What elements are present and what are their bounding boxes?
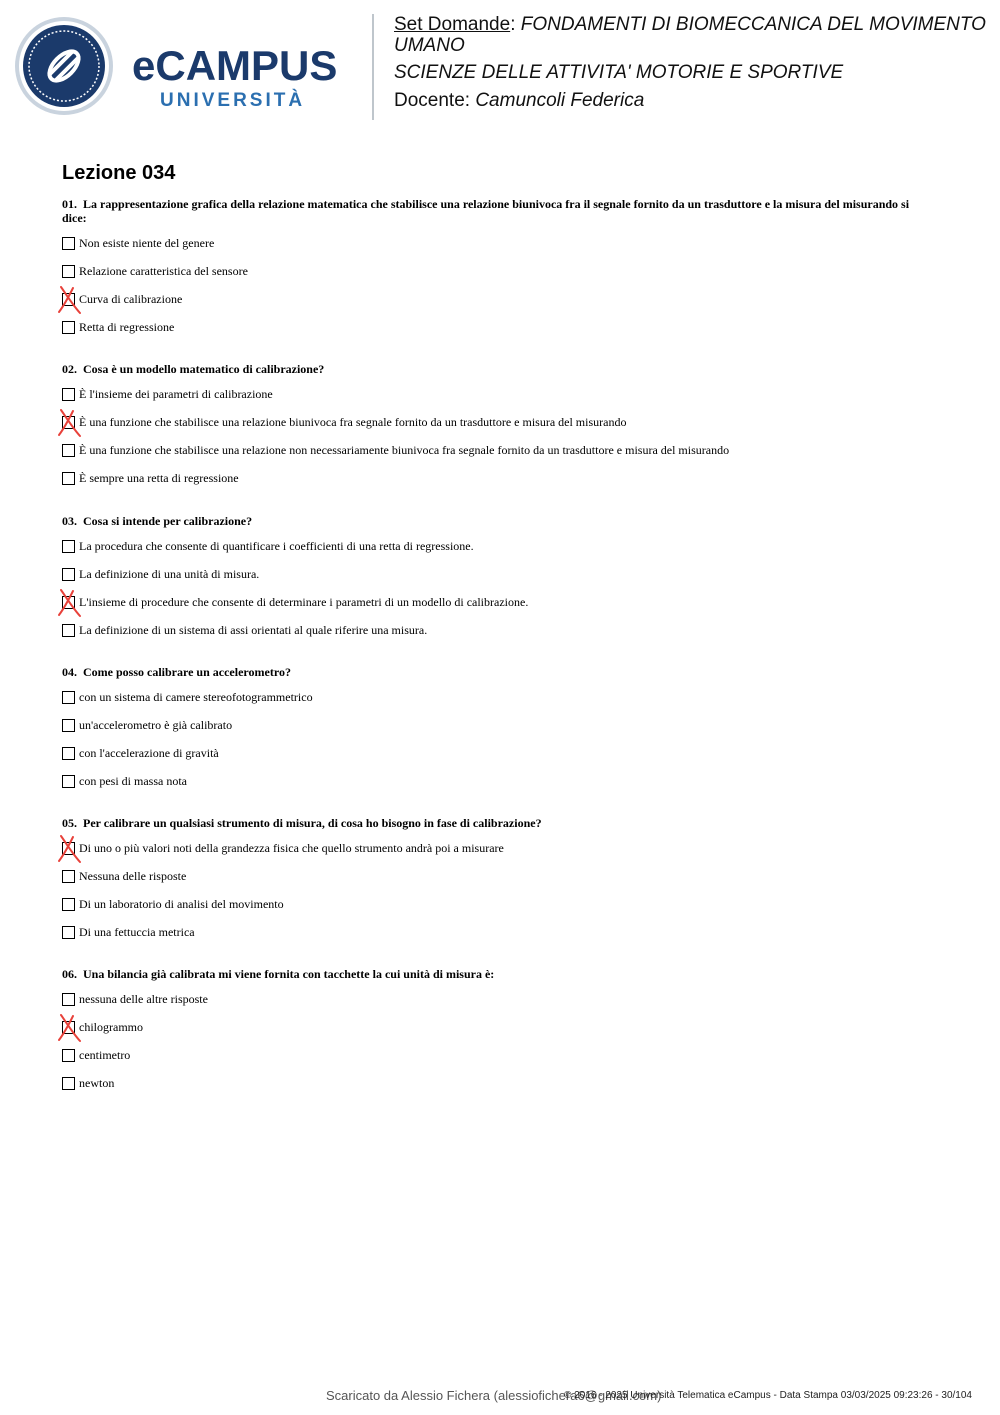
answer-option[interactable] [62,623,912,651]
answer-option[interactable] [62,415,912,443]
question-number: 03. [62,514,77,528]
answer-checkbox[interactable] [62,624,75,637]
answer-label: La definizione di una unità di misura. [79,567,260,581]
answer-option[interactable] [62,992,912,1020]
answer-label: È una funzione che stabilisce una relazione biunivoca fra segnale fornito da un trasduttore e misura del misurando [79,415,627,429]
question-1 [62,197,912,348]
teacher-name: Camuncoli Federica [475,90,645,111]
answer-option[interactable] [62,236,912,264]
question-number: 06. [62,967,77,981]
question-text [62,816,912,830]
answer-label: newton [79,1076,115,1090]
answer-option[interactable] [62,925,912,953]
answer-checkbox[interactable] [62,870,75,883]
answer-label: La procedura che consente di quantificare i coefficienti di una retta di regressione. [79,539,474,553]
answer-option[interactable] [62,471,912,499]
answer-label: È sempre una retta di regressione [79,471,239,485]
answer-checkbox[interactable] [62,265,75,278]
answer-option[interactable] [62,841,912,869]
answer-checkbox[interactable] [62,596,75,609]
answer-checkbox[interactable] [62,747,75,760]
set-label: Set Domande [394,14,511,35]
answer-checkbox[interactable] [62,898,75,911]
question-number: 02. [62,362,77,376]
answer-option[interactable] [62,443,912,471]
answer-checkbox[interactable] [62,842,75,855]
question-3 [62,514,912,651]
question-body: Per calibrare un qualsiasi strumento di misura, di cosa ho bisogno in fase di calibrazione? [83,816,542,830]
answer-option[interactable] [62,1020,912,1048]
answer-checkbox[interactable] [62,1049,75,1062]
question-body: Una bilancia già calibrata mi viene fornita con tacchette la cui unità di misura è: [83,967,495,981]
copyright-text: © 2016 - 2025 Università Telematica eCampus - Data Stampa 03/03/2025 09:23:26 - 30/104 [564,1390,972,1401]
answer-checkbox[interactable] [62,775,75,788]
question-body: Cosa è un modello matematico di calibrazione? [83,362,325,376]
question-2 [62,362,912,499]
answer-option[interactable] [62,387,912,415]
answer-option[interactable] [62,595,912,623]
downloaded-by-text: Scaricato da Alessio Fichera (alessiofichera6@gmail.com) [326,1388,662,1403]
question-text [62,967,912,981]
question-text [62,197,912,225]
teacher-label: Docente: [394,90,476,111]
answer-label: Di uno o più valori noti della grandezza fisica che quello strumento andrà poi a misurare [79,841,504,855]
answer-label: È una funzione che stabilisce una relazione non necessariamente biunivoca fra segnale fornito da un trasduttore e misura del misurando [79,443,730,457]
answer-label: con l'accelerazione di gravità [79,746,219,760]
answer-checkbox[interactable] [62,1077,75,1090]
answer-option[interactable] [62,897,912,925]
question-text [62,665,912,679]
degree-line [394,62,994,83]
answer-label: Di una fettuccia metrica [79,925,195,939]
answer-option[interactable] [62,567,912,595]
logo-sub: UNIVERSITÀ [160,90,306,111]
answer-label: nessuna delle altre risposte [79,992,208,1006]
answer-label: con pesi di massa nota [79,774,187,788]
course-title: FONDAMENTI DI BIOMECCANICA DEL MOVIMENTO UMANO [394,14,986,56]
answer-label: un'accelerometro è già calibrato [79,718,233,732]
answer-checkbox[interactable] [62,719,75,732]
page-header [0,0,1000,130]
answer-option[interactable] [62,718,912,746]
header-divider [372,14,374,120]
answer-checkbox[interactable] [62,926,75,939]
answer-checkbox[interactable] [62,691,75,704]
answer-label: Nessuna delle risposte [79,869,187,883]
answer-label: Di un laboratorio di analisi del movimento [79,897,284,911]
answer-checkbox[interactable] [62,237,75,250]
answer-checkbox[interactable] [62,540,75,553]
answer-option[interactable] [62,1048,912,1076]
question-text [62,362,912,376]
answer-option[interactable] [62,869,912,897]
ecampus-seal-logo [14,16,114,116]
logo-name: eCAMPUS [132,42,338,89]
answer-checkbox[interactable] [62,293,75,306]
answer-label: È l'insieme dei parametri di calibrazione [79,387,273,401]
page-footer [326,1388,1000,1404]
answer-label: Relazione caratteristica del sensore [79,264,248,278]
teacher-line [394,90,994,111]
answer-option[interactable] [62,320,912,348]
answer-checkbox[interactable] [62,416,75,429]
answer-checkbox[interactable] [62,444,75,457]
question-number: 04. [62,665,77,679]
question-number: 01. [62,197,77,211]
question-body: Come posso calibrare un accelerometro? [83,665,291,679]
answer-checkbox[interactable] [62,993,75,1006]
ecampus-wordmark-logo [132,40,362,112]
answer-label: Curva di calibrazione [79,292,183,306]
answer-option[interactable] [62,774,912,802]
set-separator: : [510,14,521,35]
lesson-title: Lezione 034 [62,162,176,184]
answer-label: chilogrammo [79,1020,143,1034]
answer-option[interactable] [62,539,912,567]
answer-label: Non esiste niente del genere [79,236,215,250]
question-5 [62,816,912,953]
course-line [394,14,994,56]
answer-checkbox[interactable] [62,568,75,581]
answer-checkbox[interactable] [62,472,75,485]
answer-option[interactable] [62,690,912,718]
answer-label: Retta di regressione [79,320,175,334]
answer-label: centimetro [79,1048,131,1062]
answer-option[interactable] [62,264,912,292]
question-body: Cosa si intende per calibrazione? [83,514,253,528]
header-info [394,14,994,118]
answer-checkbox[interactable] [62,388,75,401]
degree-name: SCIENZE DELLE ATTIVITA' MOTORIE E SPORTIVE [394,62,844,83]
answer-option[interactable] [62,1076,912,1104]
answer-checkbox[interactable] [62,1021,75,1034]
answer-checkbox[interactable] [62,321,75,334]
answer-label: con un sistema di camere stereofotogrammetrico [79,690,313,704]
answer-label: La definizione di un sistema di assi orientati al quale riferire una misura. [79,623,428,637]
question-number: 05. [62,816,77,830]
answer-option[interactable] [62,746,912,774]
question-6 [62,967,912,1104]
question-4 [62,665,912,802]
question-body: La rappresentazione grafica della relazione matematica che stabilisce una relazione biunivoca fra il segnale fornito da un trasduttore e la misura del misurando si dice: [62,197,910,225]
answer-option[interactable] [62,292,912,320]
question-text [62,514,912,528]
answer-label: L'insieme di procedure che consente di determinare i parametri di un modello di calibrazione. [79,595,529,609]
